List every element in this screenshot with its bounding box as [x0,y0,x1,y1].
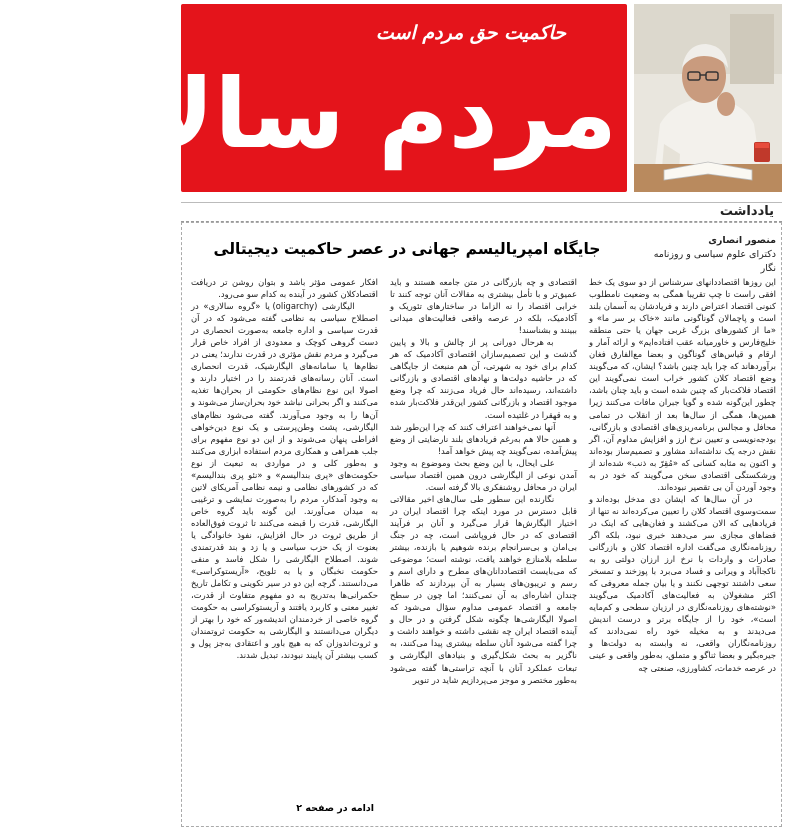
article-column-2: اقتصادی و چه بازرگانی در متن جامعه هستند و باید عمیق‌تر و با تأمل بیشتری به مقالات آنان توجه کنند تا خرابی اقتصاد را نه الزاما در ساختارهای تئوریک و آکادمیک، بلکه در عرصه واقعی فعالیت‌های میدانی ببینند و بشناسند! به هرحال دورانی پر از چالش و بالا و پایین گذشت و این تصمیم‌سازان اقتصادی آکادمیک که هر کدام برای خود به شهرتی، آن هم منبعث از جایگاهی که در حاشیه دولت‌ها و نهادهای اقتصادی و بازرگانی داشته‌اند، رسیده‌اند حال فریاد می‌زنند که چرا وضع موجود اقتصاد و بازرگانی کشور این‌قدر فلاکت‌بار شده و به قهقرا در غلتیده است. آنها نمی‌خواهند اعتراف کنند که چرا این‌طور شد و همین حالا هم به‌رغم فریادهای بلند نارضایتی از وضع پیش‌آمده، نمی‌گویند چه پیش خواهد آمد! علی ایحال، با این وضع بحث وموضوع به وجود آمدن نوعی از الیگارشی درون همین اقتصاد سیاسی ایران در محافل روشنفکری بالا گرفته است. نگارنده این سطور طی سال‌های اخیر مقالاتی قابل دسترس در مورد اینکه چرا اقتصاد ایران در اختیار الیگارش‌ها قرار می‌گیرد و آنان بر فرآیند اقتصادی که در حال فروپاشی است، چه در جنگ بی‌امان و بی‌سرانجام برنده شوهیم یا بازنده، بیشتر سلطه بلامنازع خواهند یافت، نوشته است؛ موضوعی که می‌بایست اقتصاددانان‌های مطرح و دارای اسم و رسم و تریبون‌های بسیار به آن بپردازند که ظاهرا چندان اشاره‌ای به آن نمی‌کنند؛ اما چون در سطح جامعه و اقتصاد عمومی مداوم سؤال می‌شود که اصولا الیگارشی‌ها چگونه شکل گرفتن و در حال و آینده اقتصاد ایران چه نقشی داشته و خواهند داشت و چرا گفته می‌شود آنان سلطه بیشتری پیدا می‌کنند، به ناگزیر به بحث شکل‌گیری و بنیادهای الیگارشی و تبعات عملکرد آنان با آنچه تراستی‌ها گفته می‌شود به‌طور مختصر و موجز می‌پردازیم شاید در تنویر [390,277,578,685]
newspaper-slogan: حاکمیت حق مردم است [375,22,567,44]
section-label: یادداشت [719,204,774,219]
author-photo-illustration [634,4,782,192]
masthead [0,0,786,198]
author-role: دکترای علوم سیاسی و روزنامه نگار [653,249,776,274]
newspaper-logo-banner [0,4,627,192]
author-byline [646,234,776,276]
article-column-3: افکار عمومی مؤثر باشد و بتوان روشن تر دریافت اقتصادکلان کشور در آینده به کدام سو می‌رود. الیگارشی (oligarchy) یا «گروه سالاری» در اصطلاح سیاسی به نظامی گفته می‌شود که در آن قدرت سیاسی و اداره جامعه به‌صورت انحصاری در دست گروهی کوچک و معدودی از افراد خاص قرار می‌گیرد و مردم نقش مؤثری در قدرت ندارند؛ یعنی در نظام‌ها یا سامانه‌های الیگارشیک، قدرت انحصاری است. آنان رسانه‌های قدرتمند را در اختیار دارند و اصولا این نوع نظام‌های حکومتی از بحران‌ها تغذیه می‌کنند و اگر بحرانی نباشد خود بحران‌ساز می‌شوند و آن‌ها را به وجود می‌آورند. گفته می‌شود نظام‌های الیگارشی، پشت وطن‌پرستی و یک نوع دین‌خواهی افراطی پنهان می‌شوند و از این دو نوع مفهوم برای جلب همراهی و همکاری مردم استفاده ابزاری می‌کنند و به‌طور کلی و در مواردی به تبعیت از نوع حکومت‌های «پری بندالیسم» و «نئو پری بندالیسم» که در کشورهای نظامی و نیمه نظامی آمریکای لاتین به وجود آمدکار، مردم را به‌صورت نمایشی و ترغیبی به میدان می‌آورند. این گونه باید گروه خاص الیگارشی، قدرت را قبضه می‌کنند تا ثروت فوق‌العاده از طریق ثروت در حال افزایش، نفوذ خانوادگی یا بعنوت از یک حزب سیاسی و یا زد و بند قدرتمندی شوند. اصطلاح الیگارشی را شکل فاسد و منفی حکومت نخبگان و یا به تلویح، «آریستوکراسی» می‌دانستند. گرچه این دو در سیر تکوینی و تکامل تاریخ حکمرانی‌ها به‌تدریج به دو مفهوم متفاوت از قدرت، تغییر معنی و کاربرد یافتند و آریستوکراسی به حکومت گروه خاصی از خردمندان اندیشه‌ور که خود را بهتر از دیگران می‌دانستند و الیگارشی به حکومت ثروتمندان و ثروت‌اندوزان که به هیچ باور و اعتقادی به‌جز پول و کسب بیشتر آن پایبند نبودند، تبدیل شدند. [191,277,379,661]
author-photo [634,4,782,192]
continue-note[interactable]: ادامه در صفحه ۲ [296,803,374,814]
article-title: جایگاه امپریالیسم جهانی در عصر حاکمیت دیجیتالی [213,240,601,258]
article-column-1: این روزها اقتصاددانهای سرشناس از دو سوی یک خط افقی راست تا چپ تقریبا همگی به وضعیت نامطلوب کنونی اقتصاد اعتراض دارند و فریادشان به آسمان بلند است و پاچمالان گوناگونی مانند «خاک بر سر ما» و «ما از کشورهای بزرگ غربی جهان یا حتی منطقه خلیج‌فارس و خاورمیانه عقب افتاده‌ایم» و ارائه آمار و ارقام و قیاس‌های گوناگون و بعضا مع‌الفارق فغان برآوردهاند که چرا باید چنین باشد؟ ایشان، که می‌گویند وضع اقتصاد کلان کشور خراب است نمی‌گویند این اقتصاد فلاکت‌بار که چنین شده است و باید چنان باشد، چطور این‌گونه شده و گویا جبران مافات می‌کنند زیرا همین‌ها، همگی از سال‌ها بعد از انقلاب در تمامی محافل و مجالس برنامه‌ریزی‌های اقتصادی و بازرگانی، بودجه‌نویسی و تعیین نرخ ارز و افزایش مداوم آن، اگر نقش درجه یک نداشته‌اند مشاور و تصمیم‌ساز بوده‌اند و اکنون به مثابه کسانی که «مُقِرّ به ذنب» شده‌اند از ورشکستگی اقتصادی سخن می‌گویند که خود در به وجود آوردن آن بی تقصیر نبوده‌اند. در آن سال‌ها که ایشان دی مدخل بوده‌اند و سمت‌وسوی اقتصاد کلان را تعیین می‌کرده‌اند نه تنها از فریادهایی که الان می‌کشند و فغان‌هایی که اینک در فضاهای مجازی سر می‌دهند خبری نبود، بلکه اگر روزنامه‌نگاری می‌گفت اداره اقتصاد کلان و بازرگانی صادرات و واردات با نرخ ارز ارزان دولتی رو به ناکجاآباد و ویرانی و فساد می‌برد با پوزخند و تمسخر سعی داشتند توجهی نکنند و یا بیان جمله معروفی که اکثر مشغولان به فعالیت‌های آکادمیک می‌گویند «نوشته‌های روزنامه‌نگاری در ارزیان سطحی و کم‌مایه است»، خود را از جایگاه برتر و درست اندیش می‌دیدند و به مخیله خود راه نمی‌دادند که روزنامه‌نگاران واقعی، نه وابسته به دولت‌ها و جیره‌بگیر و بعضا ثناگو و متملق، به‌طور واقعی و عینی در عرصه خدمات، کشاورزی، صنعتی چه [589,277,777,673]
author-name: منصور انصاری [708,235,776,246]
newspaper-logo: مردم سالاری [0,58,617,170]
section-header [181,202,782,222]
